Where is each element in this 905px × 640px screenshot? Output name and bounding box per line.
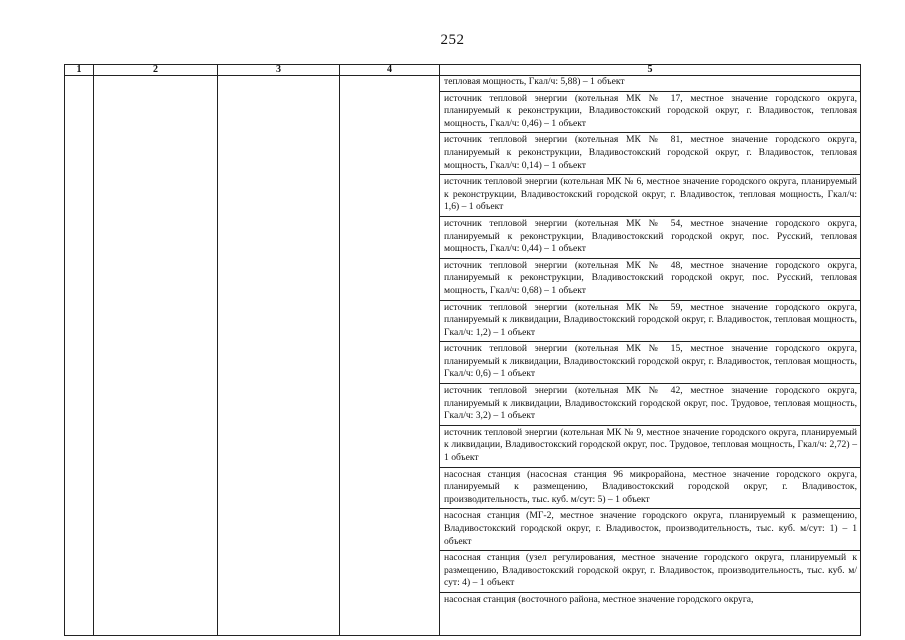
cell-col-3: [218, 76, 340, 636]
column-header-3: 3: [218, 65, 340, 76]
document-table: [64, 64, 861, 636]
cell-col-1: [65, 76, 94, 636]
list-item: источник тепловой энергии (котельная МК № 9, местное значение городского округа, планируемый к ликвидации, Владивостокский городской округ, пос. Трудовое, тепловая мощность, Гкал/ч: 2,72) – 1 объект: [440, 426, 860, 468]
list-item: источник тепловой энергии (котельная МК № 81, местное значение городского округа, планируемый к реконструкции, Владивостокский городской округ, г. Владивосток, тепловая мощность, Гкал/ч: 0,14) – 1 объект: [440, 133, 860, 175]
list-item: источник тепловой энергии (котельная МК № 42, местное значение городского округа, планируемый к ликвидации, Владивостокский городской округ, пос. Трудовое, тепловая мощность, Гкал/ч: 3,2) – 1 объект: [440, 384, 860, 426]
list-item: источник тепловой энергии (котельная МК № 59, местное значение городского округа, планируемый к ликвидации, Владивостокский городской округ, г. Владивосток, тепловая мощность, Гкал/ч: 1,2) – 1 объект: [440, 301, 860, 343]
list-item: насосная станция (узел регулирования, местное значение городского округа, планируемый к размещению, Владивостокский городской округ, г. Владивосток, производительность, тыс. куб. м/сут: 4) – 1 объект: [440, 551, 860, 593]
cell-col-2: [94, 76, 218, 636]
column-header-4: 4: [340, 65, 440, 76]
column-header-5: 5: [440, 65, 861, 76]
column-header-2: 2: [94, 65, 218, 76]
list-item: источник тепловой энергии (котельная МК № 17, местное значение городского округа, планируемый к реконструкции, Владивостокский городской округ, г. Владивосток, тепловая мощность, Гкал/ч: 0,46) – 1 объект: [440, 92, 860, 134]
list-item: источник тепловой энергии (котельная МК № 6, местное значение городского округа, планируемый к реконструкции, Владивостокский городской округ, г. Владивосток, тепловая мощность, Гкал/ч: 1,6) – 1 объект: [440, 175, 860, 217]
header-row: [65, 65, 861, 76]
cell-col-4: [340, 76, 440, 636]
list-item: тепловая мощность, Гкал/ч: 5,88) – 1 объект: [440, 76, 860, 92]
page-number: 252: [440, 32, 465, 48]
list-item: источник тепловой энергии (котельная МК № 54, местное значение городского округа, планируемый к реконструкции, Владивостокский городской округ, пос. Русский, тепловая мощность, Гкал/ч: 0,44) – 1 объект: [440, 217, 860, 259]
list-item: насосная станция (насосная станция 96 микрорайона, местное значение городского округа, планируемый к размещению, Владивостокский городской округ, г. Владивосток, производительность, тыс. куб. м/сут: 5) – 1 объект: [440, 468, 860, 510]
list-item: источник тепловой энергии (котельная МК № 15, местное значение городского округа, планируемый к ликвидации, Владивостокский городской округ, г. Владивосток, тепловая мощность, Гкал/ч: 0,6) – 1 объект: [440, 342, 860, 384]
list-item: насосная станция (восточного района, местное значение городского округа,: [444, 593, 754, 605]
list-item: насосная станция (МГ-2, местное значение городского округа, планируемый к размещению, Владивостокский городской округ, г. Владивосток, производительность, тыс. куб. м/сут: 1) – 1 объект: [440, 509, 860, 551]
list-item: источник тепловой энергии (котельная МК № 48, местное значение городского округа, планируемый к реконструкции, Владивостокский городской округ, пос. Русский, тепловая мощность, Гкал/ч: 0,68) – 1 объект: [440, 259, 860, 301]
cell-col-5: [440, 76, 861, 636]
table-row: [65, 76, 861, 636]
column-header-1: 1: [65, 65, 94, 76]
